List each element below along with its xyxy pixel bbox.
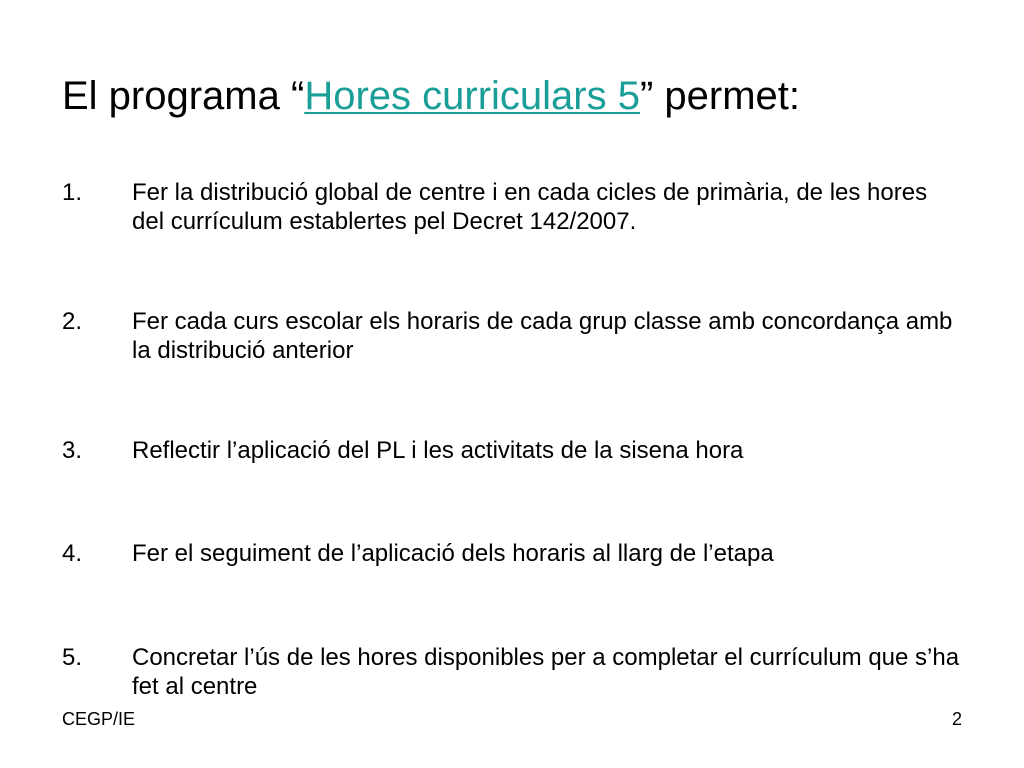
list-item-number: 5. <box>62 644 83 671</box>
list-item-text: Fer la distribució global de centre i en cada cicles de primària, de les hores del currículum establertes pel Decret 142/2007. <box>132 179 928 235</box>
list-item-number: 4. <box>62 540 83 567</box>
list-item <box>62 643 962 701</box>
hores-curriculars-link[interactable]: Hores curriculars 5 <box>304 74 640 118</box>
list-item-text: Reflectir l’aplicació del PL i les activitats de la sisena hora <box>132 437 744 464</box>
list-item <box>62 539 962 568</box>
footer-label: CEGP/IE <box>62 709 136 729</box>
title-prefix: El programa “ <box>62 74 305 118</box>
title-suffix: ” permet: <box>639 74 801 118</box>
list-item-number: 3. <box>62 437 83 464</box>
slide-title <box>62 72 800 120</box>
list-item-text: Concretar l’ús de les hores disponibles per a completar el currículum que s’ha fet al centre <box>132 644 960 700</box>
list-item <box>62 436 962 465</box>
list-item-text: Fer cada curs escolar els horaris de cada grup classe amb concordança amb la distribució anterior <box>132 308 953 364</box>
page-number: 2 <box>951 709 962 729</box>
list-item-number: 1. <box>62 179 83 206</box>
list-item-number: 2. <box>62 308 83 335</box>
list-item <box>62 307 962 365</box>
list-item-text: Fer el seguiment de l’aplicació dels horaris al llarg de l’etapa <box>132 540 774 567</box>
list-item <box>62 178 962 236</box>
